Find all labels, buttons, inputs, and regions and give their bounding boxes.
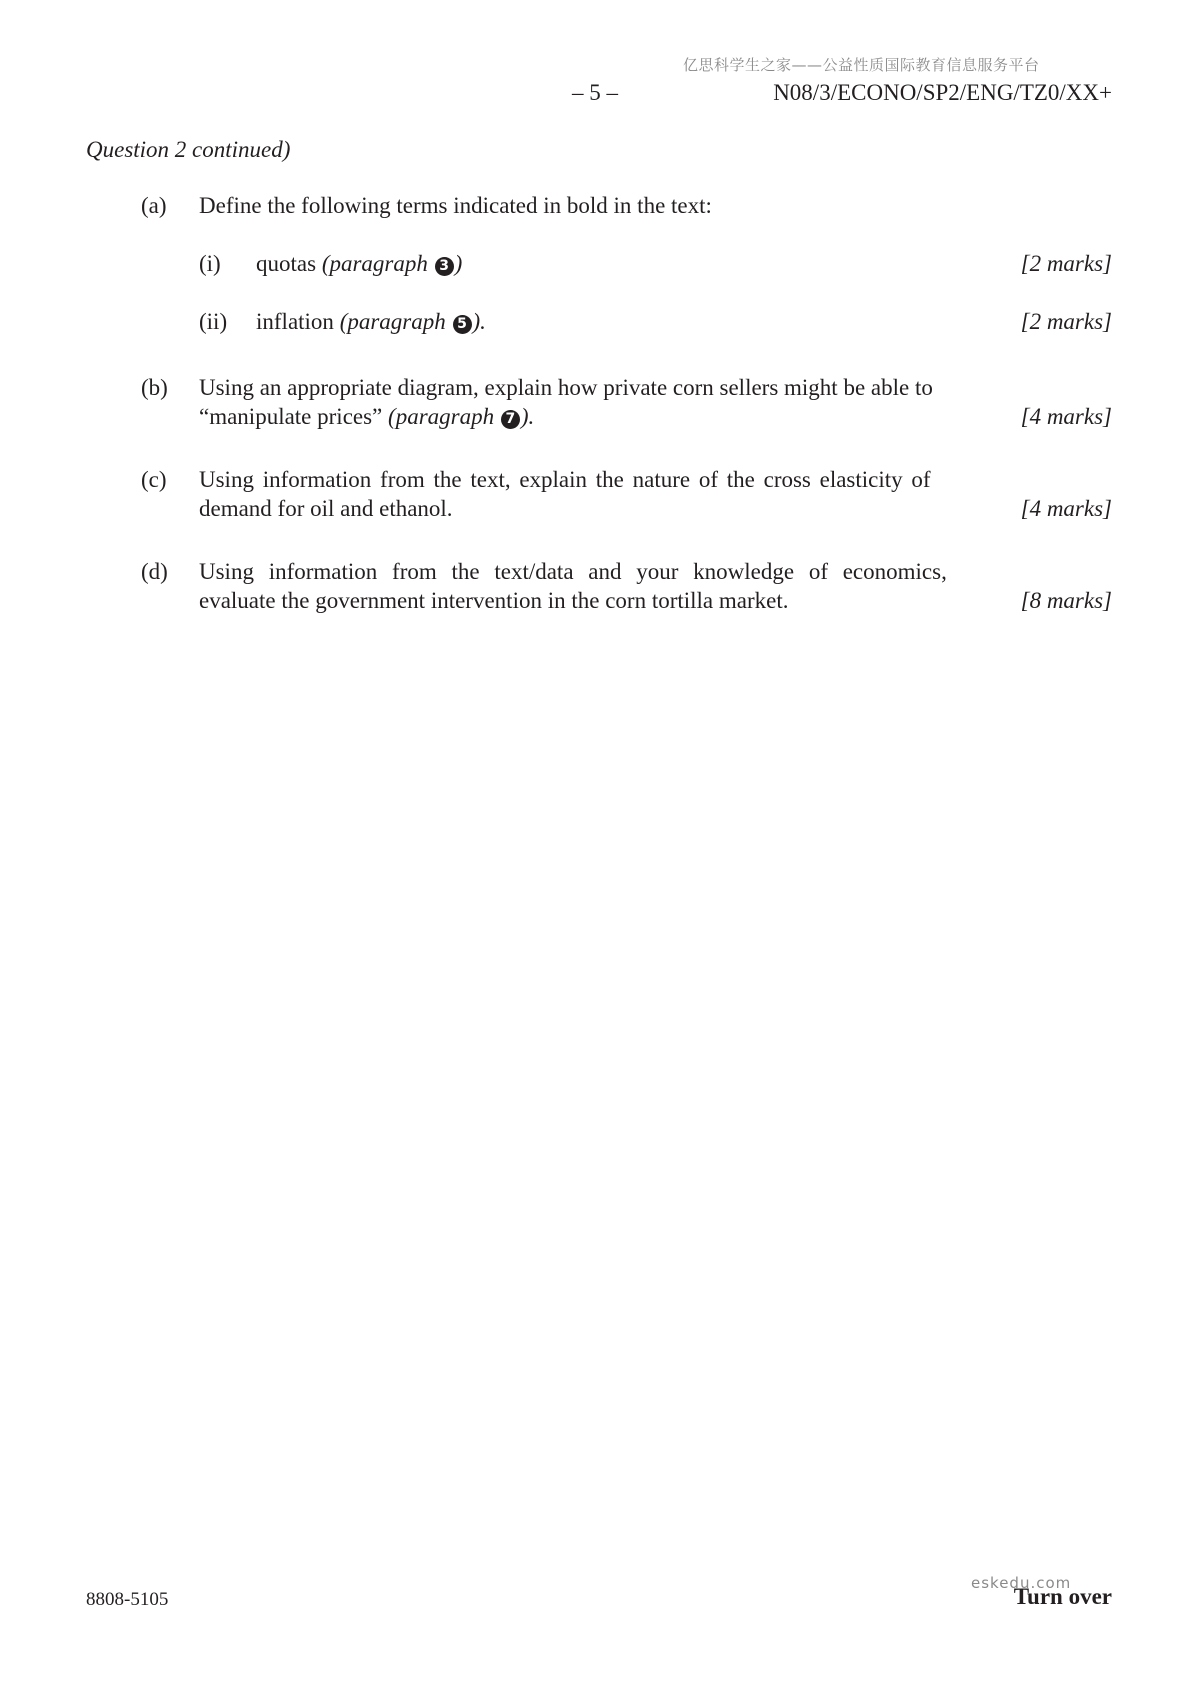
marks-c: [4 marks] [1020, 496, 1112, 521]
question-d-line-2: evaluate the government intervention in the corn tortilla market. [199, 588, 789, 613]
question-b [0, 373, 1191, 433]
question-b-line-1: Using an appropriate diagram, explain how private corn sellers might be able to [199, 375, 933, 400]
paragraph-reference-close: ) [454, 251, 463, 276]
paragraph-number-badge: 7 [501, 410, 520, 429]
marks-a-ii: [2 marks] [1020, 309, 1112, 334]
paragraph-reference: (paragraph [339, 309, 446, 334]
paragraph-reference-close: ). [472, 309, 486, 334]
question-continued-heading: Question 2 continued) [86, 137, 291, 162]
marks-d: [8 marks] [1020, 588, 1112, 613]
turn-over: Turn over [1013, 1584, 1112, 1609]
question-d-label: (d) [141, 559, 168, 584]
question-d [0, 557, 1191, 617]
question-d-line-1: Using information from the text/data and your knowledge of economics, [199, 559, 947, 584]
question-b-label: (b) [141, 375, 168, 400]
quoted-phrase: “manipulate prices” [199, 404, 383, 429]
question-b-line-2 [199, 402, 534, 431]
question-c-line-2: demand for oil and ethanol. [199, 496, 453, 521]
question-a-label: (a) [141, 193, 167, 218]
term-inflation: inflation [256, 309, 334, 334]
question-c-label: (c) [141, 467, 167, 492]
question-a-i-text [256, 249, 462, 278]
paragraph-number-badge: 3 [435, 257, 454, 276]
marks-a-i: [2 marks] [1020, 251, 1112, 276]
paragraph-reference-close: ). [520, 404, 535, 429]
question-a [0, 191, 1191, 221]
footer-code: 8808-5105 [86, 1589, 169, 1610]
question-a-text: Define the following terms indicated in bold in the text: [199, 193, 712, 218]
footer-watermark: eskedu.com [971, 1574, 1072, 1592]
page-number: – 5 – [572, 80, 618, 105]
paragraph-reference: (paragraph [321, 251, 428, 276]
marks-b: [4 marks] [1020, 404, 1112, 429]
question-c [0, 465, 1191, 525]
term-quotas: quotas [256, 251, 317, 276]
question-c-line-1: Using information from the text, explain the nature of the cross elasticity of [199, 467, 931, 492]
question-a-ii-text [256, 307, 486, 336]
question-a-i [0, 249, 1191, 279]
question-a-ii [0, 307, 1191, 337]
paragraph-reference: (paragraph [388, 404, 495, 429]
exam-code: N08/3/ECONO/SP2/ENG/TZ0/XX+ [773, 80, 1112, 105]
header-watermark: 亿思科学生之家——公益性质国际教育信息服务平台 [683, 56, 1040, 74]
question-a-ii-label: (ii) [199, 309, 228, 334]
paragraph-number-badge: 5 [453, 315, 472, 334]
question-a-i-label: (i) [199, 251, 221, 276]
